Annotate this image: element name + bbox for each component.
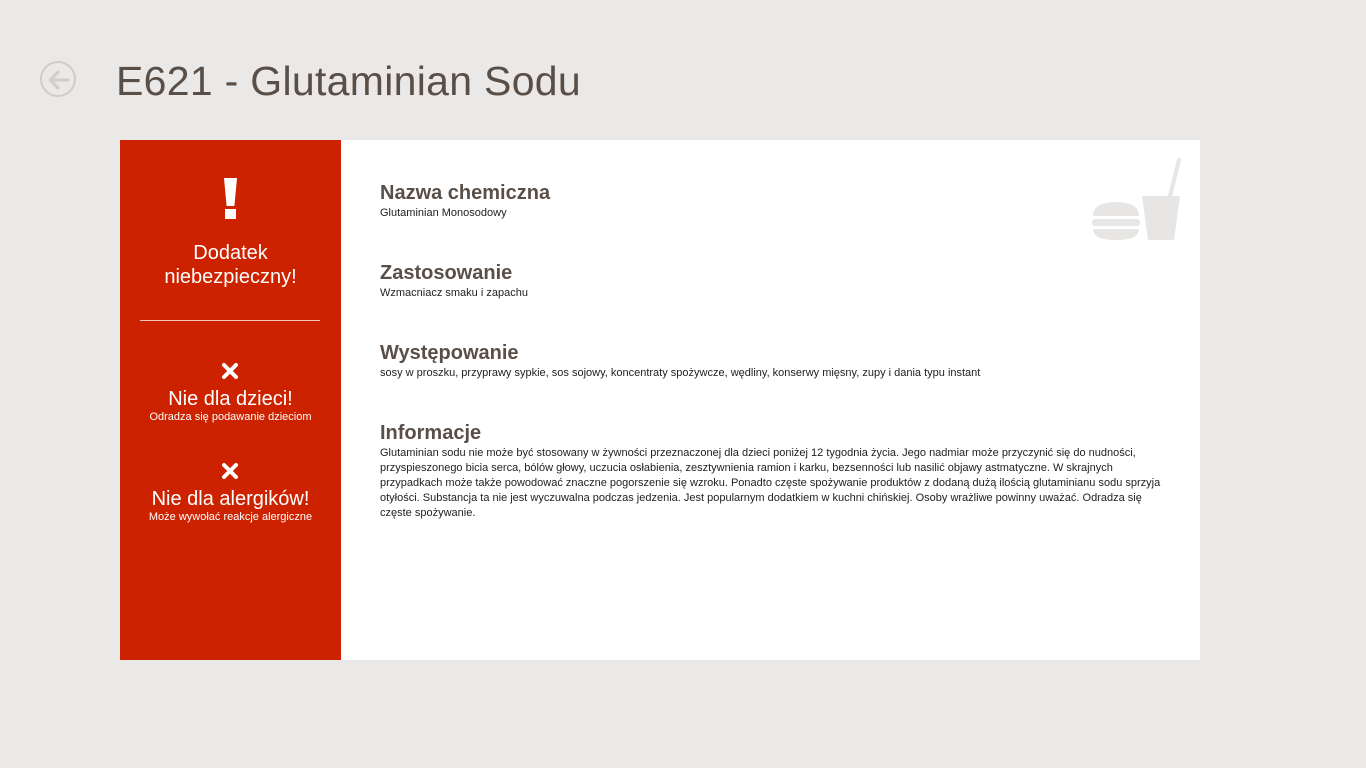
flag-allergy-title: Nie dla alergików!	[151, 488, 310, 510]
warning-title	[120, 241, 341, 289]
page-title: E621 - Glutaminian Sodu	[116, 58, 582, 104]
section-usage	[380, 260, 1170, 301]
additive-card	[120, 140, 1200, 660]
warning-title-line2: niebezpieczny!	[164, 266, 297, 288]
section-information	[380, 420, 1170, 521]
section-occurrence	[380, 340, 1170, 381]
flag-allergy-subtitle: Może wywołać reakcje alergiczne	[148, 511, 313, 523]
section-heading: Występowanie	[380, 342, 519, 364]
warning-title-line1: Dodatek	[193, 242, 268, 264]
section-text: Wzmacniacz smaku i zapachu	[380, 287, 528, 299]
cross-icon	[220, 461, 240, 481]
exclamation-icon	[120, 178, 341, 220]
cross-icon	[220, 361, 240, 381]
flag-children-subtitle: Odradza się podawanie dzieciom	[149, 411, 312, 423]
section-heading: Nazwa chemiczna	[380, 182, 551, 204]
back-arrow-icon	[42, 63, 78, 99]
flag-children-title: Nie dla dzieci!	[168, 388, 293, 410]
fast-food-icon	[1088, 158, 1182, 242]
section-text: Glutaminian Monosodowy	[380, 207, 507, 219]
back-button[interactable]	[40, 61, 76, 97]
section-heading: Zastosowanie	[380, 262, 513, 284]
warning-divider	[140, 320, 320, 321]
section-heading: Informacje	[380, 422, 482, 444]
section-text: sosy w proszku, przyprawy sypkie, sos sojowy, koncentraty spożywcze, wędliny, konserwy mięsny, zupy i dania typu instant	[380, 367, 981, 379]
warning-panel	[120, 140, 341, 660]
section-text: Glutaminian sodu nie może być stosowany w żywności przeznaczonej dla dzieci poniżej 12 tygodnia życia. Jego nadmiar może przyczynić się do nudności, przyspieszonego bicia serca, bólów głowy, uczucia osłabienia, zesztywnienia ramion i karku, bezsenności lub nasilić objawy astmatyczne. W skrajnych przypadkach może także powodować znaczne pogorszenie się wzroku. Ponadto częste spożywanie produktów z dodaną dużą ilością glutaminianu sodu sprzyja otyłości. Substancja ta nie jest wyczuwalna podczas jedzenia. Jest popularnym dodatkiem w kuchni chińskiej. Osoby wrażliwe powinny uważać. Odradza się częste spożywanie.	[380, 447, 1161, 519]
section-chemical-name	[380, 180, 1170, 221]
